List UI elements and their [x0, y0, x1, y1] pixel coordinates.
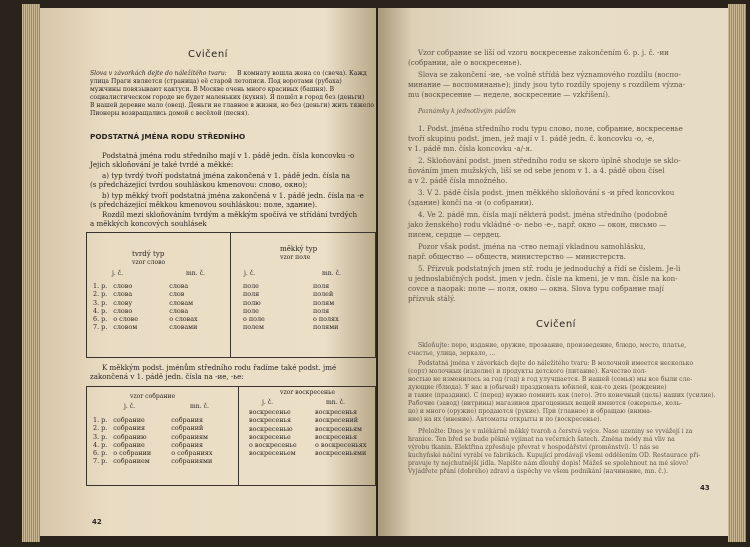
page-number-left: 42: [92, 518, 102, 526]
exercise-line: kuchyňské náčiní vyrábí ve fabrikách. Kupující prodávají všemi oddělením OD. Restaurace při-: [408, 452, 701, 459]
pl-form: о словах: [169, 315, 198, 324]
paragraph-line: zakončená v 1. pádě jedn. čísla na -ие, -ье:: [90, 372, 244, 381]
left-heading: Cvičení: [188, 49, 228, 60]
note-line: přízvuk stálý.: [408, 294, 456, 303]
case-label: 1. p.: [93, 416, 108, 424]
case-label: 2. p.: [93, 290, 108, 299]
pl-form: о воскресеньях: [315, 441, 367, 450]
col-pl-label: mn. č.: [326, 399, 345, 406]
note-line: 4. Ve 2. pádě mn. čísla mají některá podst. jména středního (podobně: [418, 210, 668, 219]
exercise-line: Пионеры возвращались домой с весёлой (песня).: [90, 110, 250, 117]
paragraph-line: Jejich skloňování je také tvrdé a měkké:: [90, 160, 234, 169]
case-label: 7. p.: [93, 457, 108, 466]
text-line: mu (воскресение — неделе, воскресение — vzkříšení).: [408, 90, 611, 99]
exercise-line: Skloňujte: перо, издание, оружие, прозвание, произведение, блюдо, место, платье,: [418, 342, 687, 349]
text-line: (собрании, ale о воскресенье).: [408, 58, 522, 67]
table1-left-title: tvrdý typ: [132, 249, 165, 258]
sg-form: собрание: [113, 416, 145, 424]
paragraph-line: Rozdíl mezi skloňováním tvrdým a měkkým spočívá ve střídání tvrdých: [102, 210, 358, 219]
pl-form: поля: [313, 306, 330, 315]
pl-form: воскресенья: [315, 432, 358, 441]
note-line: Pozor však podst. jména na -ство nemají vkladnou samohlásku,: [418, 242, 646, 251]
pl-form: полям: [313, 298, 335, 307]
page-edges-left: [22, 4, 40, 542]
case-label: 3. p.: [93, 432, 108, 441]
note-line: писем, сердце — сердец.: [408, 230, 502, 239]
table-divider: [238, 386, 239, 486]
case-label: 2. p.: [93, 424, 108, 433]
pl-form: воскресенья: [315, 408, 358, 416]
table2-left-title: vzor собрание: [130, 393, 176, 400]
paragraph-line: b) typ měkký tvoří podstatná jména zakončená v 1. pádě jedn. čísla na -е: [102, 191, 364, 200]
exercise-line: улица Праги является (страница) её старой летописи. Под воротами (рубаха): [90, 78, 342, 85]
exercise-line: и такие (праздник). С (перед) нужно помнить как (лето). Это конечный (цель) наших (усилие).: [408, 392, 716, 399]
exercise-line: цо) и много (оружие) продаются (рукие). При (главное) и обращаю (внима-: [408, 408, 652, 415]
table2-right-title: vzor воскресенье: [280, 389, 336, 396]
table1-tvrdy-body: [90, 282, 201, 332]
note-line: např. общество — обществ, министерство — министерств.: [408, 252, 626, 261]
sg-form: собрания: [113, 424, 145, 433]
note-line: 5. Přízvuk podstatných jmen stř. rodu je jednoduchý a řídí se číslem. Je-li: [418, 264, 681, 273]
pl-form: словам: [169, 298, 194, 307]
left-page: [40, 8, 376, 536]
pl-form: слов: [169, 290, 185, 299]
paragraph-line: K měkkým podst. jménům středního rodu řadíme také podst. jmé: [102, 363, 337, 372]
exercise-line: В нашей деревне мало (овец). Деньги не главное в жизни, но без (деньги) жить тяжело: [90, 102, 375, 109]
pl-form: воскресений: [315, 416, 359, 425]
text-line: Vzor собрание se liší od vzoru воскресенье zakončením 6. p. j. č. -ии: [418, 48, 669, 57]
sg-form: полю: [243, 298, 261, 307]
pl-form: слова: [169, 282, 189, 290]
note-line: covce a naopak: поле — поля, окно — окна. Slova typu собрание mají: [408, 284, 664, 293]
pl-form: о собраниях: [171, 449, 213, 458]
exercise-line: (сорт) молочных (изделие) и продукты детского (питание). Качество пол-: [408, 368, 647, 375]
sg-form: собранием: [113, 457, 150, 466]
sg-form: слову: [113, 298, 133, 307]
sg-form: поле: [243, 306, 259, 315]
pl-form: собраниями: [171, 457, 213, 466]
note-line: tvoří skupinu podst. jmen, jež mají v 1. pádě jedn. č. koncovku -o, -е,: [408, 134, 655, 143]
pl-form: собраний: [171, 424, 204, 433]
sg-form: слово: [113, 306, 133, 315]
paragraph-line: Podstatná jména rodu středního mají v 1. pádě jedn. čísla koncovku -o: [102, 151, 355, 160]
case-label: 4. p.: [93, 440, 108, 449]
table1-right-title: měkký typ: [280, 244, 318, 253]
page-edges-right: [728, 4, 746, 542]
table2-voskresenye-body: [246, 408, 370, 458]
right-page: [378, 8, 728, 536]
exercise-line: ностью не изменилось за год (год) в год улучшается. В нашей (семья) мы все были сле-: [408, 376, 693, 383]
section-title: PODSTATNÁ JMÉNA RODU STŘEDNÍHO: [90, 132, 246, 141]
exercise-line: Vyjádřete přání (dobrého) zdraví a úspěchy ve všem podnikání (начинание, mn. č.).: [408, 468, 668, 475]
table2-sobranie-body: [90, 416, 215, 466]
page-number-right: 43: [700, 484, 710, 492]
sg-form: воскресеньем: [249, 449, 296, 458]
pl-form: воскресеньями: [315, 449, 367, 458]
exercise-line: дующие (блюда). У нас в (обычай) праздновать юбилей, как-то день (рождение): [408, 384, 667, 391]
table1-right-sub: vzor поле: [280, 254, 311, 261]
sg-form: собрание: [113, 440, 145, 449]
pl-form: воскресеньям: [315, 424, 362, 433]
col-sg-label: j. č.: [124, 403, 136, 410]
case-label: 6. p.: [93, 315, 108, 324]
right-heading: Cvičení: [536, 319, 576, 330]
note-line: jako ženského) rodu vkládné -o- nebo -е-, např. окно — окон, письмо —: [408, 220, 667, 229]
exercise-line: ние) на их (мнение). Автоматы открыты и по (воскресенье).: [408, 416, 602, 423]
col-sg-label: j. č.: [244, 270, 256, 277]
exercise-line: счастье, улица, зеркало, ...: [408, 350, 496, 357]
sg-form: словом: [113, 323, 138, 332]
pl-form: слова: [169, 306, 189, 315]
exercise-intro: Slova v závorkách dejte do náležitého tvaru:: [90, 70, 227, 77]
pl-form: собрания: [171, 440, 203, 449]
note-line: 3. V 2. pádě čísla podst. jmen měkkého skloňování s -и před koncovkou: [418, 188, 675, 197]
sg-form: о воскресенье: [249, 441, 297, 450]
exercise-line: социалистическом городе не будет маленьких (кухня). Я пошёл в город без (деньги): [90, 94, 365, 101]
case-label: 4. p.: [93, 306, 108, 315]
paragraph-line: a měkkých koncových souhlásek: [90, 219, 207, 228]
pl-form: поля: [313, 282, 330, 290]
note-line: u jednoslabičných podst. jmen v jedn. čísle na kmeni, je v mn. čísle na kon-: [408, 274, 678, 283]
paragraph-line: (s předcházející tvrdou souhláskou kmenovou: слово, окно);: [90, 180, 308, 189]
sg-form: слово: [113, 282, 133, 290]
col-pl-label: mn. č.: [190, 403, 209, 410]
paragraph-line: (s předcházející měkkou kmenovou souhláskou: поле, здание).: [90, 200, 318, 209]
case-label: 7. p.: [93, 323, 108, 332]
col-pl-label: mn. č.: [322, 270, 341, 277]
sg-form: о собрании: [113, 449, 152, 458]
exercise-line: В комнату вошла жена со (свеча). Кажд: [237, 70, 367, 77]
sg-form: поля: [243, 290, 260, 299]
sg-form: слова: [113, 290, 133, 299]
exercise-line: hranice. Ten břed se bude pěkně vyjímat na večerních šatech. Změna módy má vliv na: [408, 436, 675, 443]
text-line: минание — воспоминанье); jindy jsou tyto rozdíly spojeny s rozdílem význa-: [408, 80, 686, 89]
case-label: 6. p.: [93, 449, 108, 458]
pl-form: полей: [313, 290, 334, 299]
table1-left-sub: vzor слово: [132, 259, 166, 266]
note-line: ňováním jmen mužských, liší se od sebe jenom v 1. a 4. pádě obou čísel: [408, 166, 665, 175]
note-line: v 1. pádě mn. čísla koncovku -а/-я.: [408, 144, 533, 153]
note-line: (здание) končí na -и (о собрании).: [408, 198, 534, 207]
sg-form: о поле: [243, 315, 265, 324]
pl-form: о полях: [313, 315, 339, 324]
sg-form: воскресенье: [249, 408, 291, 416]
exercise-line: výrobu tkanin. Elektřina zpřesňuje převrat v hospodářství (proměnství). U nás se: [408, 444, 659, 451]
table-divider: [230, 232, 231, 358]
note-line: a v 2. pádě čísla množného.: [408, 176, 508, 185]
col-sg-label: j. č.: [262, 399, 274, 406]
exercise-line: Рабочие (завод) (витрины) магазинов драгоценных вещей имеются (ожерелье, коль-: [408, 400, 683, 407]
pl-form: собрания: [171, 416, 203, 424]
exercise-line: мужчины повязывают кактуси. В Москве очень много красивых (башня). В: [90, 86, 335, 93]
sg-form: воскресенью: [249, 424, 293, 433]
sg-form: воскресенье: [249, 432, 291, 441]
sg-form: полем: [243, 323, 264, 332]
pl-form: словами: [169, 323, 198, 332]
sg-form: о слове: [113, 315, 139, 324]
exercise-line: pravuje ty nejchutnější jídla. Napište nám dlouhý dopis! Mážeš se spolehnout na mé slovo!: [408, 460, 689, 467]
exercise-line: Podstatná jména v závorkách dejte do náležitého tvaru: В молочной имеется несколько: [418, 360, 694, 367]
notes-subheading: Poznámky k jednotlivým pádům: [418, 108, 516, 115]
pl-form: полями: [313, 323, 339, 332]
case-label: 1. p.: [93, 282, 108, 290]
paragraph-line: a) typ tvrdý tvoří podstatná jména zakončená v 1. pádě jedn. čísla na: [102, 171, 350, 180]
col-pl-label: mn. č.: [186, 270, 205, 277]
note-line: 1. Podst. jména středního rodu typu слово, поле, собрание, воскресенье: [418, 124, 683, 133]
exercise-line: Přeložte: Dnes je v mlékárně měkký tvaroh a čerstvá vejce. Nase uzeniny se vyvážejí i za: [418, 428, 693, 435]
table1-mekky-body: [240, 282, 342, 332]
sg-form: собранию: [113, 432, 147, 441]
note-line: 2. Skloňování podst. jmen středního rodu se skoro úplně shoduje se sklo-: [418, 156, 681, 165]
case-label: 3. p.: [93, 298, 108, 307]
sg-form: воскресенья: [249, 416, 292, 425]
text-line: Slova se zakončení -ие, -ье volně střídá bez významového rozdílu (воспо-: [418, 70, 681, 79]
sg-form: поле: [243, 282, 259, 290]
pl-form: собраниям: [171, 432, 208, 441]
col-sg-label: j. č.: [112, 270, 124, 277]
